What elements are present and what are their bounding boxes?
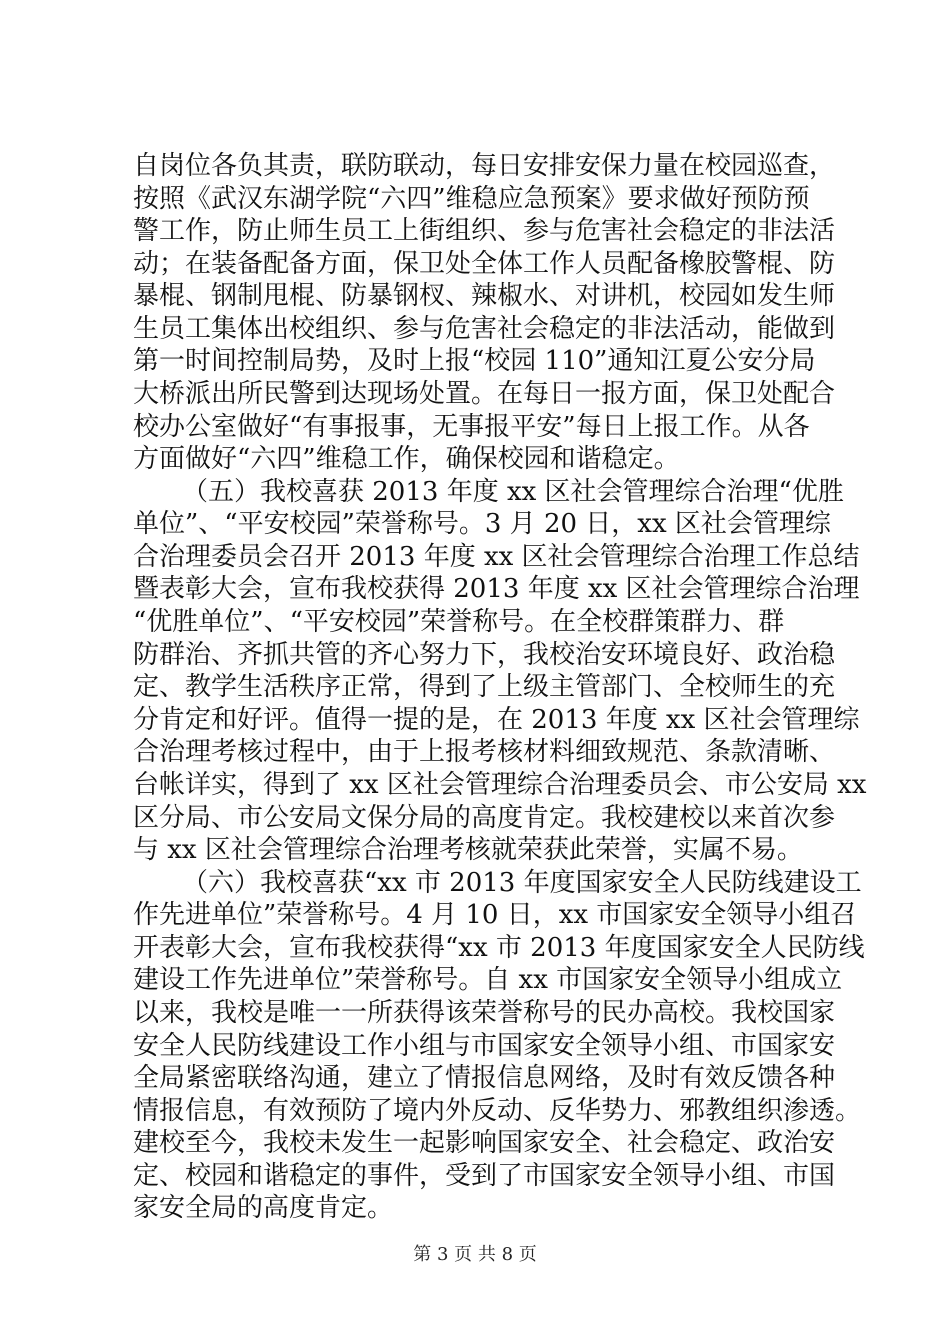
- text-line: 区分局、市公安局文保分局的高度肯定。我校建校以来首次参: [133, 802, 836, 833]
- text-line: 第一时间控制局势，及时上报“校园 110”通知江夏公安分局: [133, 346, 816, 377]
- text-line: 与 xx 区社会管理综合治理考核就荣获此荣誉，实属不易。: [133, 835, 803, 866]
- text-line: 合治理委员会召开 2013 年度 xx 区社会管理综合治理工作总结: [133, 541, 860, 572]
- text-line: 动；在装备配备方面，保卫处全体工作人员配备橡胶警棍、防: [133, 248, 836, 279]
- text-line: 建设工作先进单位”荣誉称号。自 xx 市国家安全领导小组成立: [133, 965, 843, 996]
- text-line: 生员工集体出校组织、参与危害社会稳定的非法活动，能做到: [133, 313, 836, 344]
- text-line: 安全人民防线建设工作小组与市国家安全领导小组、市国家安: [133, 1030, 836, 1061]
- text-line: 定、教学生活秩序正常，得到了上级主管部门、全校师生的充: [133, 672, 836, 703]
- text-line: 按照《武汉东湖学院“六四”维稳应急预案》要求做好预防预: [133, 183, 810, 214]
- text-line: 自岗位各负其责，联防联动，每日安排安保力量在校园巡查，: [133, 151, 836, 181]
- text-line: 大桥派出所民警到达现场处置。在每日一报方面，保卫处配合: [133, 379, 836, 410]
- text-line: “优胜单位”、“平安校园”荣誉称号。在全校群策群力、群: [133, 607, 785, 638]
- text-line: 定、校园和谐稳定的事件，受到了市国家安全领导小组、市国: [133, 1160, 836, 1191]
- text-line: 家安全局的高度肯定。: [133, 1193, 394, 1224]
- text-line: 单位”、“平安校园”荣誉称号。3 月 20 日，xx 区社会管理综: [133, 509, 831, 540]
- text-line: 分肯定和好评。值得一提的是，在 2013 年度 xx 区社会管理综: [133, 704, 860, 735]
- page-number-footer: 第 3 页 共 8 页: [413, 1244, 537, 1265]
- text-line: 开表彰大会，宣布我校获得“xx 市 2013 年度国家安全人民防线: [133, 932, 865, 963]
- text-line: 建校至今，我校未发生一起影响国家安全、社会稳定、政治安: [133, 1128, 836, 1159]
- text-line: 全局紧密联络沟通，建立了情报信息网络，及时有效反馈各种: [133, 1063, 836, 1094]
- text-line: 以来，我校是唯一一所获得该荣誉称号的民办高校。我校国家: [133, 997, 836, 1028]
- text-line: 暨表彰大会，宣布我校获得 2013 年度 xx 区社会管理综合治理: [133, 574, 860, 605]
- text-line: 台帐详实，得到了 xx 区社会管理综合治理委员会、市公安局 xx: [133, 769, 867, 800]
- text-line: 校办公室做好“有事报事，无事报平安”每日上报工作。从各: [133, 411, 810, 442]
- text-line: 暴棍、钢制甩棍、防暴钢杈、辣椒水、对讲机，校园如发生师: [133, 281, 836, 312]
- paragraph-6-first-line: （六）我校喜获“xx 市 2013 年度国家安全人民防线建设工: [182, 867, 862, 898]
- text-line: 情报信息，有效预防了境内外反动、反华势力、邪教组织渗透。: [133, 1095, 862, 1126]
- text-line: 合治理考核过程中，由于上报考核材料细致规范、条款清晰、: [133, 737, 836, 768]
- text-line: 方面做好“六四”维稳工作，确保校园和谐稳定。: [133, 444, 680, 475]
- paragraph-5-first-line: （五）我校喜获 2013 年度 xx 区社会管理综合治理“优胜: [182, 476, 844, 507]
- text-line: 防群治、齐抓共管的齐心努力下，我校治安环境良好、政治稳: [133, 639, 836, 670]
- text-line: 警工作，防止师生员工上街组织、参与危害社会稳定的非法活: [133, 216, 836, 247]
- text-line: 作先进单位”荣誉称号。4 月 10 日，xx 市国家安全领导小组召: [133, 900, 857, 931]
